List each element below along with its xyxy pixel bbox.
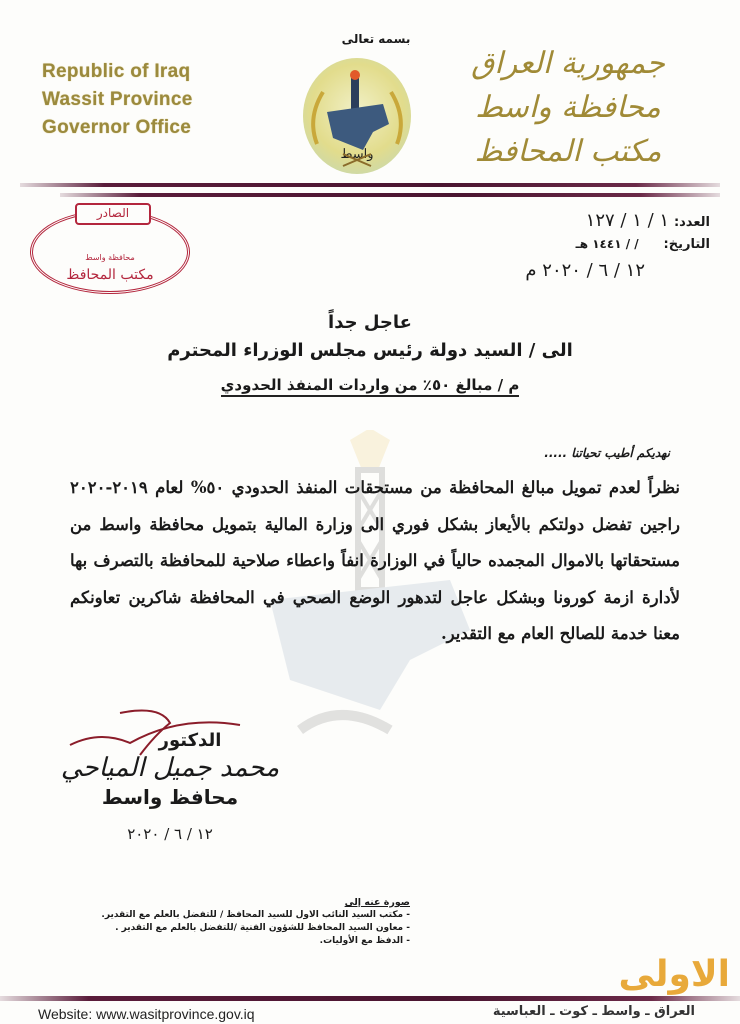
number-label: العدد:: [673, 215, 710, 230]
signature-date: ١٢ / ٦ / ٢٠٢٠: [127, 825, 213, 843]
header-divider-bottom: [60, 193, 720, 197]
arabic-letterhead: [458, 42, 678, 174]
cc-item: - الدفظ مع الأوليات.: [319, 936, 410, 946]
hijri-date: [576, 236, 710, 252]
news-outlet-logo: الاولى: [618, 954, 730, 995]
province-emblem-icon: [303, 58, 411, 174]
addressee: الى / السيد دولة رئيس مجلس الوزراء المحترم: [167, 340, 573, 361]
letterhead-line-province: Wassit Province: [42, 89, 193, 110]
subject-line: [0, 376, 740, 394]
number-value: ١ / ١ / ١٢٧: [585, 210, 670, 231]
cc-item: - معاون السيد المحافظ للشؤون الفنية /للتفضل بالعلم مع التقدير .: [115, 923, 410, 933]
footer-address: العراق ـ واسط ـ كوت ـ العباسية: [492, 1004, 695, 1019]
english-letterhead: [42, 58, 193, 142]
cc-item: - مكتب السيد النائب الاول للسيد المحافظ / للتفضل بالعلم مع التقدير.: [101, 910, 410, 920]
arabic-letterhead-province: محافظة واسط: [475, 90, 661, 125]
letterhead-line-country: Republic of Iraq: [42, 61, 191, 82]
header-divider-top: [20, 183, 720, 187]
signatory-name: محمد جميل المياحي: [60, 753, 280, 783]
arabic-letterhead-office: مكتب المحافظ: [474, 134, 662, 169]
signature-block: [55, 730, 285, 843]
gregorian-date: [525, 260, 645, 281]
subject-text: م / مبالغ ٥٠٪ من واردات المنفذ الحدودي: [221, 376, 520, 397]
cc-title: صورة عنه إلى: [344, 897, 410, 908]
gregorian-date-value: ١٢ / ٦ / ٢٠٢٠ م: [525, 260, 645, 281]
cc-list: [101, 896, 410, 948]
website-link[interactable]: Website: www.wasitprovince.gov.iq: [38, 1006, 255, 1022]
urgency-label: عاجل جداً: [328, 312, 412, 333]
signatory-title: الدكتور: [158, 730, 222, 751]
footer-divider: [0, 996, 740, 1001]
date-label: التاريخ:: [663, 237, 710, 252]
basmala: بسمه تعالى: [341, 32, 411, 46]
reference-number: [586, 210, 710, 231]
svg-text:واسط: واسط: [340, 147, 374, 162]
outgoing-stamp: [30, 206, 190, 294]
stamp-main-label: مكتب المحافظ: [66, 267, 154, 283]
signatory-role: محافظ واسط: [101, 785, 239, 809]
hijri-date-value: / / ١٤٤١ هـ: [575, 237, 639, 251]
stamp-sub-label: محافظة واسط: [85, 253, 135, 262]
arabic-letterhead-country: جمهورية العراق: [471, 46, 665, 81]
letterhead-line-office: Governor Office: [42, 117, 192, 138]
stamp-top-label: الصادر: [75, 203, 151, 225]
letter-body: نظراً لعدم تمويل مبالغ المحافظة من مستحقات المنفذ الحدودي ٥٠% لعام ٢٠١٩-٢٠٢٠ راجين تفضل دولتكم بالأيعاز بشكل فوري الى وزارة المالية بتمويل محافظة واسط من مستحقاتها بالاموال المجمده حالياً في الوزارة انفاً واعطاء صلاحية للمحافظة بالتصرف بها لأدارة ازمة كورونا وبشكل عاجل لتدهور الوضع الصحي في المحافظة شاكرين تعاونكم معنا خدمة للصالح العام مع التقدير.: [70, 478, 680, 643]
greeting: نهديكم أطيب تحياتنا .....: [544, 446, 670, 460]
